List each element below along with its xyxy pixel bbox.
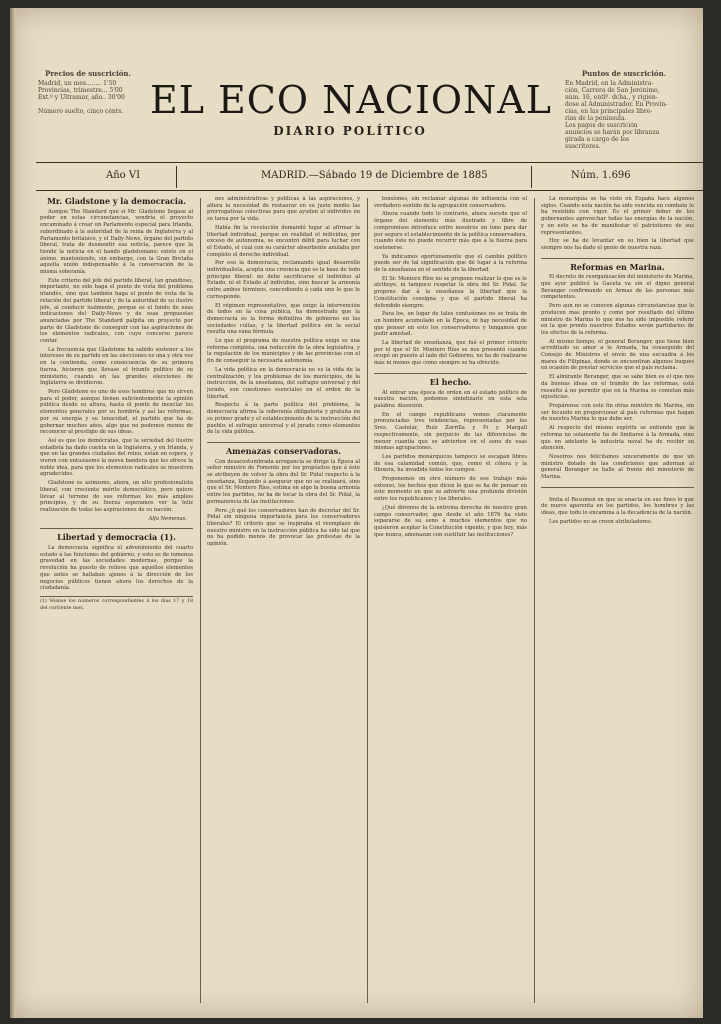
subscription-prices-title: Precios de suscrición. [45, 69, 131, 78]
column-1 [40, 196, 193, 1006]
article-paragraph: Imita el Resumen en que se enacta en sus fines lo que de nuevo aparenta en los partidos, los hombres y las ideas, que todo lo encamina á la decadencia de la nación. [541, 496, 694, 517]
points-line: núm. 16, entlº. dcha., y rigién- [565, 94, 658, 101]
column-divider [367, 198, 368, 1003]
article-paragraph: Pero Gladstone es uno de esos hombres que no sirven para el poder, aunque tienen suficientemente la opinión pública desde su altura, hasta el punto de mezclar los elementos generales por su hombría y así las reformas, por su energía y su tenacidad, el partido que ha de gobernar muchos años, algo que no podemos menos de reconocer al prestigio de sus ideas. [40, 388, 193, 436]
points-line: Los pagos de suscrición [565, 122, 638, 129]
points-line: cias, en las principales libre- [565, 108, 653, 115]
dateline: MADRID.—Sábado 19 de Diciembre de 1885 [261, 170, 488, 181]
article-paragraph: tensiones, sin reclamar algunas de influencia con el verdadero sentido de la agrupación conservadora. [374, 196, 527, 209]
subscription-points-title: Puntos de suscrición. [581, 69, 667, 78]
article-paragraph: Hoy se ha de levantar en su bien la libertad que siempre nos ha dado el genio de nuestra raza. [541, 238, 694, 251]
article-paragraph: Ahora cuando todo lo contrario, ahora sucede que el órgano del elemento más ilustrado y libre de compromisos introduce entre nosotros un tono para dar por seguro el establecimiento de la política conservadora, cuando éste no puede recurrir más que á la fuerza para sostenerse. [374, 211, 527, 251]
article-paragraph: Los partidos no se creen atribuladores. [549, 518, 653, 525]
dateline-divider [531, 166, 532, 188]
article-paragraph: ¿Qué diremos de la extrema derecha de nuestro gran campo conservador, que desde el año 1876 ha visto separarse de su seno á muchos elementos que no quisieron aceptar la Constitución vigente, y que hoy, más que nunca, amenazan con sustituir las instituciones? [374, 504, 527, 538]
price-line: Número suelto, cinco cénts. [38, 108, 124, 115]
article-paragraph: nes administrativas y políticas á las aspiraciones, y altera la necesidad de restaurar en su justo medio las prerrogativas colectivas para que ayuden al individuo en su tarea por la vida. [207, 196, 360, 223]
article-paragraph: Pero aun no se conocen algunas circunstancias que lo producen mas pronto y como por resultado del último ministro de Marina lo que nos ha sido imposible referir en la que pronto nuestros Estados serán partidarios de los efectos de la reforma. [541, 303, 694, 336]
subscription-points-box [565, 70, 683, 150]
article-paragraph: Aunque The Standard que si Mr. Gladstone llegase al poder en estas circunstancias, vendría el proyecto encaminado á crear un Parlamento especial para Irlanda, subordinado á la autoridad de la reina de Inglaterra y al Parlamento británico, y el Daily-News, órgano del partido liberal, trata de desmentir esa noticia, parece que la tiende la noticia en el bando gladstoniano; existe en el ánimo, manteniendo, sin embargo, con la Gran Bretaña aquella unión indispensable á la conservación de la misma soberanía. [40, 208, 193, 276]
points-line: ción, Carrera de San Jerónimo, [565, 87, 660, 94]
column-4 [541, 196, 694, 1006]
price-line: Madrid, un mes........ 1'50 [38, 80, 117, 87]
points-line: anuncios se harán por libranza [565, 129, 660, 136]
article-paragraph: Pero ¿ó qué los conservadores han de decretar del Sr. Pidal sin ninguna importancia para los conservadores liberales? El criterio que se inspiraba el reemplazo de nuestro ministro en la instrucción pública ha sido tal que no ha podido menos de provocar las protestas de la opinión. [207, 507, 360, 548]
year-label: Año VI [106, 170, 141, 181]
article-paragraph: Así es que los demócratas, que la seriedad del ilustre estadista ha dado cuenta en la Inglaterra, y en Irlanda, y que en las grandes ciudades del reino, están en espera, y vieron con entusiasmo la nueva bandera que les ofrece la noble idea, para que los elementos radicales se muestren agradecidos. [40, 437, 193, 478]
price-line [38, 101, 138, 108]
article-paragraph: Nosotros nos felicitamos sinceramente de que un ministro dotado de las condiciones que adornan al general Beranger se halle al frente del ministerio de Marina. [541, 453, 694, 481]
column-2 [207, 196, 360, 1006]
article-paragraph: Al entrar una época de orden en el estado político de nuestra nación, podemos sintetizarlo en esta sola palabra: disensión. [374, 389, 527, 409]
article-paragraph: El Sr. Montero Ríos no se propone realizar lo que se le atribuye, ni tampoco respetar la obra del Sr. Pidal. Se propone dar á la enseñanza la libertad que la Constitución consigna y que el partido liberal ha defendido siempre. [374, 275, 527, 309]
column-divider [534, 198, 535, 1003]
dateline-bar [36, 166, 703, 188]
article-paragraph: Por eso la democracia, reclamando igual desarrollo individualista, acepta una creencia que es la base de todo principio liberal: no debe sacrificarse el individuo al Estado, ni el Estado al individuo, sino buscar la armonía entre ambos términos, concediendo á cada uno lo que le corresponde. [207, 260, 360, 300]
section-divider [541, 487, 694, 493]
article-title: El hecho. [374, 373, 527, 386]
article-title: Amenazas conservadoras. [207, 442, 360, 455]
article-paragraph: Al mismo tiempo, el general Beranger, que tiene bien acreditado su amor a la Armada, ha conseguido del Consejo de Ministros el envío de una escuadra á los mares de Filipinas, donde se encuentran algunos buques en ocasión de prestar servicios que el país reclama. [541, 338, 694, 372]
newspaper-page [10, 8, 703, 1018]
article-paragraph: El decreto de reorganización del ministerio de Marina, que ayer publicó la Gaceta va sin el digno general Beranger confirmando en Armas de las personas más competentes. [541, 274, 694, 301]
article-paragraph: La democracia significa el advenimiento del cuarto estado á las funciones del gobierno, y esto es de inmensa gravedad en las sociedades modernas, porque la revolución ha puesto de relieve que aquellos elementos que antes se hallaban ajenos á la dirección de los negocios públicos tienen ahora los derechos de la ciudadanía. [40, 545, 193, 592]
article-title: Reformas en Marina. [541, 258, 694, 271]
article-paragraph: El régimen representativo, que exige la intervención de todos en la cosa pública, ha demostrado que la democracia es la forma definitiva de gobierno en las sociedades cultas, y la libertad política sin la social resulta una vana fórmula. [207, 302, 360, 336]
article-paragraph: La vida política en la democracia no es la vida de la centralización, y los problemas de los municipios, de la instrucción, de la enseñanza, del sufragio universal y del jurado, son cuestiones esenciales en el orden de la libertad. [207, 366, 360, 400]
column-3 [374, 196, 527, 1006]
points-line: dose al Administrador. En Provin- [565, 101, 668, 108]
points-line: rías de la península. [565, 115, 627, 122]
article-paragraph: Con desacostumbrada arrogancia se dirige la Época al señor ministro de Fomento por los propósitos que á éste se atribuyen de volver la obra del Sr. Pidal respecto á la enseñanza, llegando á asegurar que no se realizará, sino que el Sr. Montero Ríos, estima en algo la buena armonía entre los partidos, no ha de tocar la obra del Sr. Pidal, la permanencia de las instituciones. [207, 458, 360, 505]
article-paragraph: Para los, en lugar de tales confusiones no se trata de un hombre acumulado en la Época, ni hay necesidad de que pensar en esto los conservadores y tengamos que pedir amistad. [374, 311, 527, 338]
article-title: Mr. Gladstone y la democracia. [47, 196, 186, 206]
price-line: Ext.º y Ultramar, año.. 30'00 [38, 94, 125, 101]
points-line: girada a cargo de los [565, 136, 630, 143]
article-paragraph: Al respecto del mismo espíritu se entiende que la reforma no solamente ha de limitarse á la Armada, sino que en adelante la industria naval ha de recibir su atención. [541, 425, 694, 452]
masthead-subtitle: DIARIO POLÍTICO [273, 124, 427, 138]
article-paragraph: La frecuencia que Gladstone ha sabido sostener a los intereses de su partido en las elecciones es una y otra vez en la contienda, como consecuencia de su primera fuerza, hicieron que llevase el triunfo político de su ministerio, cuando en las grandes elecciones de Inglaterra se dividieron. [40, 346, 193, 387]
column-divider [200, 198, 201, 1003]
points-line: En Madrid, en la Administra- [565, 80, 654, 87]
article-paragraph: Prepárense con este fin otras ministro de Marina, sin ser fecundo en proporcionar al país reformas que hagan de nuestra Marina lo que debe ser. [541, 402, 694, 423]
article-signature: Alfa Nemenas. [148, 515, 187, 522]
price-line: Provincias, trimestre... 5'00 [38, 87, 123, 94]
article-title: Libertad y democracia (1). [40, 528, 193, 541]
points-line: suscritores. [565, 143, 601, 150]
dateline-divider [176, 166, 177, 188]
article-paragraph: Lo que el programa de nuestra política exige es una reforma completa, una reducción de la obra legislativa, y la regulación de los municipios y de las provincias con el fin de conseguir la necesaria autonomía. [207, 338, 360, 365]
page-gutter [10, 8, 16, 1018]
top-rule [36, 162, 703, 163]
article-paragraph: Ya indicamos oportunamente que el cambio político puede ser de tal significación que dé lugar á la reforma de la enseñanza en el sentido de la libertad. [374, 253, 527, 274]
article-paragraph: La monarquía se ha visto en España hace algunos siglos. Cuando esta nación ha sido vencida en combate lo ha resistido con vigor. Es el primer deber de los gobernantes aprovechar todas las energías de la nación, y en esto se ha de manifestar el patriotismo de sus representantes. [541, 196, 694, 236]
issue-number: Núm. 1.696 [571, 170, 631, 181]
article-paragraph: Gladstone es asimismo, ahora, un alto profesionalista liberal, con creciente mérito democrático, pero quiere llevar al terreno de sus reformas los más amplios principios, y de su fuerza esperamos ver la feliz realización de todas las aspiraciones de su nación. [40, 480, 193, 513]
footnote: (1) Véanse los números correspondientes á los días 17 y 18 del corriente mes. [40, 596, 193, 612]
article-paragraph: Había fin la revolución demandó lugar al afirmar la libertad individual, porque en realidad el individuo, por exceso de autonomía, se encontró débil para luchar con el Estado, el cual con su carácter absorbente anulaba por completo el derecho individual. [207, 224, 360, 258]
masthead-title: EL ECO NACIONAL [150, 78, 552, 122]
article-paragraph: En el campo republicano vemos claramente pronunciadas tres tendencias, representadas por los Sres. Castelar, Ruiz Zorrilla y Pi y Margall respectivamente, sin perjuicio de las diferencias de menor cuantía que se advierten en el seno de esas mismas agrupaciones. [374, 411, 527, 452]
bottom-rule [36, 190, 703, 191]
article-paragraph: Los partidos monárquicos tampoco se escapan libres de esa calamidad común, que, como el cólera y la filoxera, ha invadido todos los campos. [374, 453, 527, 474]
article-paragraph: La libertad de enseñanza, que fué el primer criterio por el que el Sr. Montero Ríos se nos presentó cuando ocupó un puesto al lado del Gobierno, no ha de realizarse más ni menos que como siempre se ha ofrecido. [374, 340, 527, 367]
article-paragraph: Proponemos en otro número de ese trabajo más extenso, los hechos que dicen lo que se ha de pensar en este momento en que se advierte una profunda división entre los republicanos y los liberales. [374, 476, 527, 503]
article-paragraph: Este criterio del jefe del partido liberal, tan grandioso, importante, no sólo haga el punto de vista del problema irlandés, sino que también haga el punto de vista de la relación del partido liberal y de la autoridad de su ilustre jefe, al conducir lealmente, porque es el fondo de esas indicaciones del Daily-News y de esas propuestas anunciadas por The Standard palpita un proyecto por parte de Gladstone de conseguir con las aspiraciones de los elementos radicales, con cuyo concurso parece contar. [40, 277, 193, 345]
article-paragraph: Respecto á la parte política del problema, la democracia afirma la soberanía obligatoria y gratuita en su primer grado y el establecimiento de la instrucción del pueblo; el sufragio universal y el jurado como elementos de la vida pública. [207, 402, 360, 436]
subscription-prices-box [38, 70, 138, 115]
article-paragraph: El almirante Beranger, que se sabe bien es el que nos da buenas ideas en el trámite de las reformas, está resuelto á no permitir que en la Marina se cometan más injusticias. [541, 374, 694, 401]
